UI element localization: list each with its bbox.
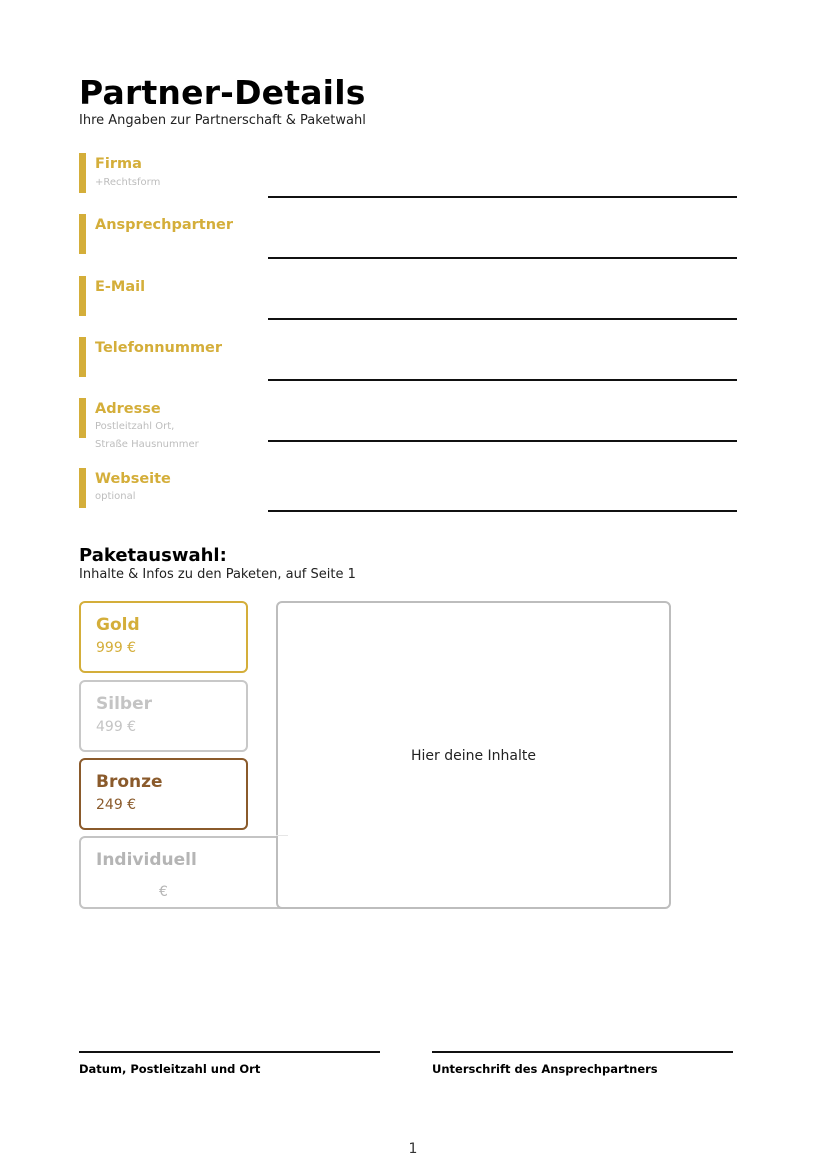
- content-placeholder: Hier deine Inhalte: [410, 748, 536, 764]
- package-section-title: Paketauswahl:: [79, 545, 227, 566]
- field-hint: Postleitzahl Ort,: [95, 421, 175, 432]
- field-label: Ansprechpartner: [95, 217, 234, 233]
- signature-label: Unterschrift des Ansprechpartners: [432, 1061, 658, 1076]
- package-content-box: [276, 601, 671, 909]
- adresse-input-line[interactable]: [268, 440, 737, 442]
- field-ansprechpartner: [79, 214, 737, 274]
- accent-bar: [79, 153, 86, 193]
- accent-bar: [79, 398, 86, 438]
- package-option-silber[interactable]: [79, 680, 248, 752]
- content-box-corner-mask: [276, 835, 288, 836]
- package-price-input[interactable]: €: [159, 884, 168, 900]
- field-telefonnummer: [79, 337, 737, 397]
- page-subtitle: Ihre Angaben zur Partnerschaft & Paketwahl: [79, 113, 366, 128]
- package-price: 499 €: [96, 719, 137, 735]
- accent-bar: [79, 276, 86, 316]
- field-hint: +Rechtsform: [95, 177, 161, 188]
- field-label: Firma: [95, 156, 142, 172]
- package-name: Bronze: [96, 772, 163, 792]
- field-label: Adresse: [95, 401, 161, 417]
- field-webseite: [79, 468, 737, 528]
- package-price: 999 €: [96, 640, 137, 656]
- field-email: [79, 276, 737, 336]
- field-label: Telefonnummer: [95, 340, 223, 356]
- field-firma: [79, 153, 737, 213]
- page-title: Partner-Details: [79, 73, 366, 112]
- package-section-subtitle: Inhalte & Infos zu den Paketen, auf Seite 1: [79, 567, 356, 582]
- package-option-individuell[interactable]: [79, 836, 299, 909]
- package-name: Silber: [96, 694, 152, 714]
- date-place-label: Datum, Postleitzahl und Ort: [79, 1061, 261, 1076]
- package-option-bronze[interactable]: [79, 758, 248, 830]
- accent-bar: [79, 468, 86, 508]
- ansprechpartner-input-line[interactable]: [268, 257, 737, 259]
- accent-bar: [79, 214, 86, 254]
- field-label: Webseite: [95, 471, 171, 487]
- field-hint-2: Straße Hausnummer: [95, 439, 199, 450]
- signature-input-line[interactable]: [432, 1051, 733, 1053]
- field-hint: optional: [95, 491, 136, 502]
- package-price: 249 €: [96, 797, 137, 813]
- accent-bar: [79, 337, 86, 377]
- firma-input-line[interactable]: [268, 196, 737, 198]
- telefonnummer-input-line[interactable]: [268, 379, 737, 381]
- date-place-input-line[interactable]: [79, 1051, 380, 1053]
- page-number: 1: [408, 1141, 418, 1157]
- package-name: Individuell: [96, 850, 197, 870]
- package-option-gold[interactable]: [79, 601, 248, 673]
- signature-contact: [432, 1051, 733, 1076]
- package-name: Gold: [96, 615, 140, 635]
- email-input-line[interactable]: [268, 318, 737, 320]
- field-adresse: [79, 398, 737, 458]
- field-label: E-Mail: [95, 279, 146, 295]
- signature-date-place: [79, 1051, 380, 1076]
- webseite-input-line[interactable]: [268, 510, 737, 512]
